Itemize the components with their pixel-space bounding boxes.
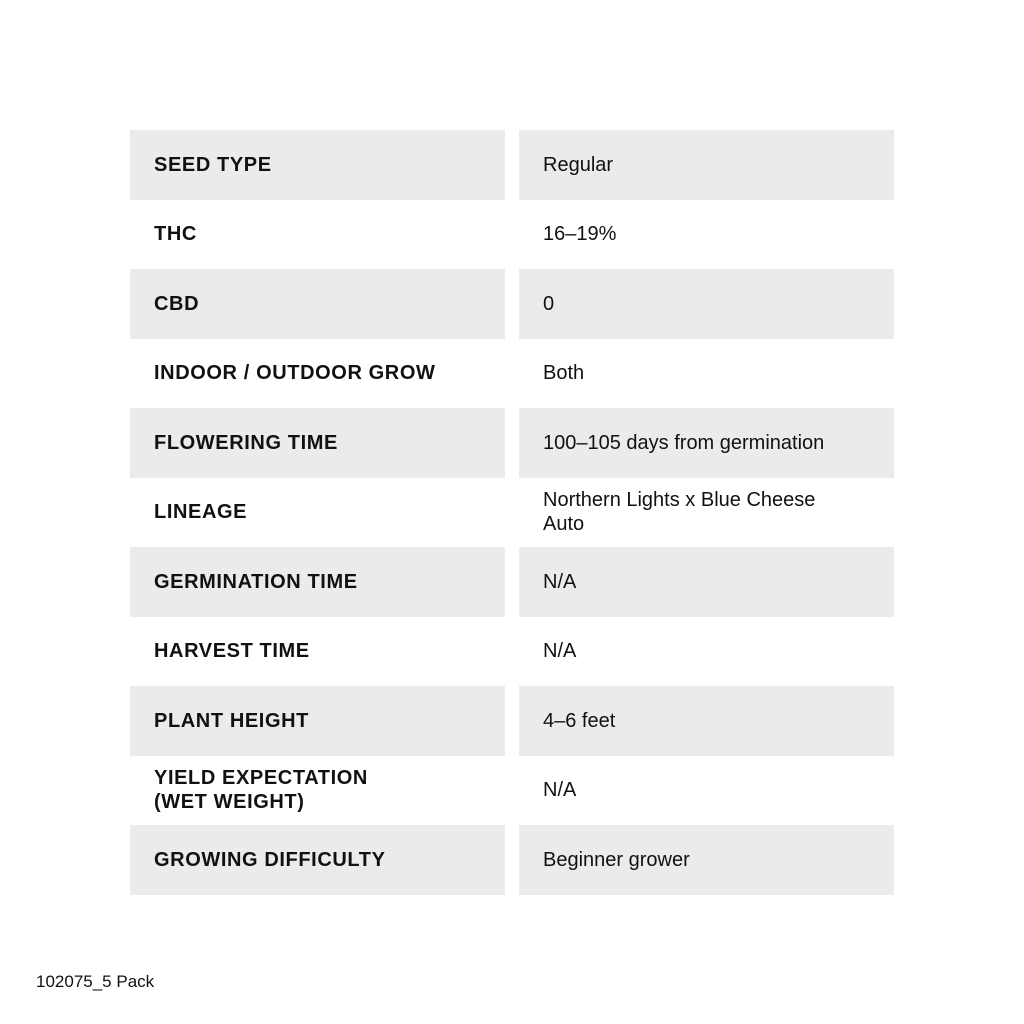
spec-value: Beginner grower [519, 825, 894, 895]
spec-label: HARVEST TIME [154, 640, 310, 663]
spec-label: GERMINATION TIME [130, 547, 505, 617]
spec-row-cbd [130, 269, 894, 339]
spec-value: N/A [543, 640, 577, 663]
spec-label: SEED TYPE [130, 130, 505, 200]
spec-value: Both [543, 362, 585, 385]
spec-value: Regular [519, 130, 894, 200]
spec-label: CBD [130, 269, 505, 339]
spec-table [130, 130, 894, 895]
spec-value: N/A [519, 547, 894, 617]
spec-row-growing-difficulty [130, 825, 894, 895]
spec-label: INDOOR / OUTDOOR GROW [154, 362, 436, 385]
spec-row-lineage [130, 478, 894, 548]
spec-row-thc [130, 200, 894, 270]
spec-row-flowering-time [130, 408, 894, 478]
spec-value: 4–6 feet [519, 686, 894, 756]
spec-value: 100–105 days from germination [519, 408, 894, 478]
spec-value: Northern Lights x Blue Cheese Auto [543, 489, 816, 536]
spec-row-indoor-outdoor [130, 339, 894, 409]
spec-label: YIELD EXPECTATION (WET WEIGHT) [154, 767, 368, 814]
spec-label: GROWING DIFFICULTY [130, 825, 505, 895]
spec-value: N/A [543, 779, 577, 802]
product-code-caption: 102075_5 Pack [36, 972, 155, 991]
spec-row-germination-time [130, 547, 894, 617]
spec-row-yield-expectation [130, 756, 894, 826]
spec-row-harvest-time [130, 617, 894, 687]
spec-label: PLANT HEIGHT [130, 686, 505, 756]
spec-label: FLOWERING TIME [130, 408, 505, 478]
spec-label: LINEAGE [154, 501, 248, 524]
spec-row-plant-height [130, 686, 894, 756]
spec-row-seed-type [130, 130, 894, 200]
spec-value: 16–19% [543, 223, 617, 246]
spec-value: 0 [519, 269, 894, 339]
spec-label: THC [154, 223, 197, 246]
